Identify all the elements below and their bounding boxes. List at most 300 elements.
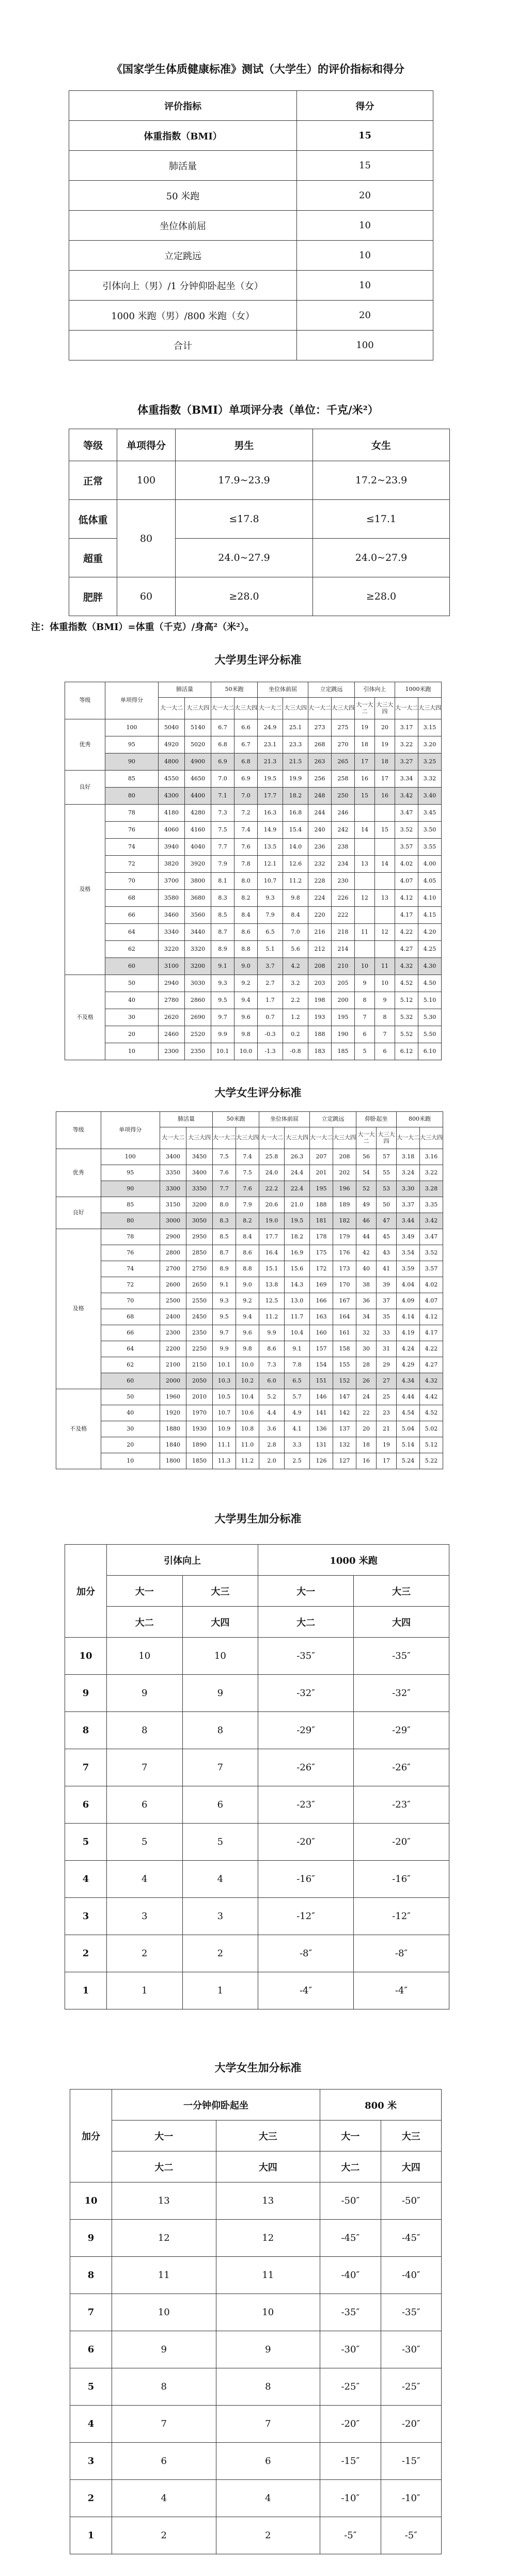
score-cell: 202 (333, 1165, 356, 1181)
score-cell: 21.5 (283, 753, 308, 771)
score-cell: 36 (356, 1293, 377, 1309)
score-cell: 2300 (160, 1325, 186, 1341)
score-row (65, 719, 442, 736)
score-cell: 9.9 (259, 1325, 285, 1341)
score-cell: 270 (332, 736, 355, 753)
eval-score: 20 (297, 181, 433, 211)
bonus-cell: -50″ (320, 2182, 381, 2220)
score-cell (375, 873, 395, 890)
score-cell: 256 (308, 771, 332, 788)
eval-score: 100 (297, 331, 433, 360)
score-cell: 4.04 (397, 1277, 420, 1293)
score-cell: 222 (332, 907, 355, 924)
score-cell: 2750 (186, 1261, 213, 1277)
score-cell: 242 (332, 822, 355, 839)
score-cell: 7.5 (211, 822, 234, 839)
score-cell: 14 (355, 822, 375, 839)
bonus-cell: 1 (182, 1972, 258, 2009)
score-cell: 226 (332, 890, 355, 907)
eval-score: 10 (297, 211, 433, 241)
score-cell: 3.57 (420, 1261, 443, 1277)
score-cell: 2550 (186, 1293, 213, 1309)
score-cell: 4.42 (420, 1389, 443, 1405)
score-cell: 9.2 (234, 975, 258, 992)
score-cell: 3.42 (395, 788, 418, 805)
score-cell: 230 (332, 873, 355, 890)
bonus-cell: 4 (112, 2480, 216, 2517)
score-cell: 190 (332, 1026, 355, 1043)
score-cell: 232 (308, 856, 332, 873)
score-cell: 22 (356, 1405, 377, 1421)
score-cell: 3.24 (397, 1165, 420, 1181)
score-cell: 2010 (186, 1389, 213, 1405)
score-cell: 151 (310, 1373, 333, 1389)
score-cell: 3.17 (395, 719, 418, 736)
score-cell: 2650 (186, 1277, 213, 1293)
score-cell: 196 (333, 1181, 356, 1197)
score-cell: 37 (377, 1293, 397, 1309)
score-cell: 10.7 (213, 1405, 236, 1421)
score-cell: 178 (310, 1229, 333, 1245)
bonus-cell: -23″ (258, 1786, 354, 1824)
bonus-cell: -32″ (354, 1675, 449, 1712)
score-cell: 2860 (185, 992, 211, 1009)
bmi-male: ≥28.0 (176, 577, 313, 616)
score-cell: 8.7 (213, 1245, 236, 1261)
female-bonus-title: 大学女生加分标准 (214, 2061, 302, 2074)
score-cell: 208 (308, 958, 332, 975)
score-cell: 2100 (160, 1357, 186, 1373)
bmi-female: 24.0~27.9 (313, 539, 450, 577)
score-cell: 9.8 (283, 890, 308, 907)
score-level: 良好 (65, 771, 105, 805)
bonus-points: 4 (70, 2406, 112, 2443)
score-cell: 7.9 (211, 856, 234, 873)
score-h-year12: 大一大二 (211, 698, 234, 719)
score-row (56, 1309, 443, 1325)
score-cell: 16 (356, 1453, 377, 1469)
eval-item: 坐位体前屈 (69, 211, 297, 241)
score-cell: 3340 (159, 924, 185, 941)
score-cell: 11.3 (213, 1453, 236, 1469)
score-cell: 8.1 (211, 873, 234, 890)
score-cell: 10.2 (236, 1373, 259, 1389)
score-row (56, 1421, 443, 1437)
score-cell: 15 (355, 788, 375, 805)
score-cell: 74 (101, 1261, 160, 1277)
male-bonus-title: 大学男生加分标准 (214, 1512, 302, 1525)
score-cell: 19.5 (258, 771, 283, 788)
score-cell: 85 (101, 1197, 160, 1213)
score-h-year34: 大三大四 (285, 1127, 310, 1149)
score-cell: 100 (101, 1149, 160, 1165)
bonus-row (70, 2182, 442, 2220)
score-cell: 198 (308, 992, 332, 1009)
score-cell: 12.5 (259, 1293, 285, 1309)
score-cell: 216 (308, 924, 332, 941)
score-cell: 47 (377, 1213, 397, 1229)
score-cell: 2520 (185, 1026, 211, 1043)
score-cell: 4.32 (395, 958, 418, 975)
score-cell: 205 (332, 975, 355, 992)
score-h-year34: 大三大四 (236, 1127, 259, 1149)
score-cell: 3.44 (397, 1213, 420, 1229)
bonus-cell: -50″ (381, 2182, 441, 2220)
score-cell: 7.6 (213, 1165, 236, 1181)
score-cell: 1960 (160, 1389, 186, 1405)
bonus-h-year: 大四 (216, 2151, 320, 2182)
score-level: 及格 (65, 805, 105, 975)
score-cell: 11 (375, 958, 395, 975)
score-cell: 158 (333, 1341, 356, 1357)
score-cell: 3.57 (395, 839, 418, 856)
bonus-h-b: 1000 米跑 (258, 1545, 449, 1576)
score-cell: 3.7 (258, 958, 283, 975)
score-cell: 4.52 (420, 1405, 443, 1421)
score-cell: 4.24 (397, 1341, 420, 1357)
score-cell: 2700 (160, 1261, 186, 1277)
bonus-h-year: 大二 (112, 2151, 216, 2182)
score-cell: 3320 (185, 941, 211, 958)
score-h-year34: 大三大四 (375, 698, 395, 719)
score-cell: 248 (308, 788, 332, 805)
score-row (56, 1341, 443, 1357)
score-h-year12: 大一大二 (213, 1127, 236, 1149)
score-cell: 3.32 (418, 771, 442, 788)
score-cell: 9.3 (213, 1293, 236, 1309)
score-cell: 6.7 (234, 736, 258, 753)
score-cell: 7.1 (211, 788, 234, 805)
score-cell: 9.0 (234, 958, 258, 975)
score-cell: 3.2 (283, 975, 308, 992)
bonus-points: 9 (70, 2220, 112, 2257)
bmi-female: 17.2~23.9 (313, 461, 450, 500)
score-cell: 11.7 (285, 1309, 310, 1325)
bonus-cell: 10 (216, 2294, 320, 2331)
bonus-points: 9 (65, 1675, 107, 1712)
score-cell: 3560 (185, 907, 211, 924)
score-cell: 16 (375, 788, 395, 805)
bonus-h-a: 引体向上 (107, 1545, 258, 1576)
eval-item: 合计 (69, 331, 297, 360)
eval-title: 《国家学生体质健康标准》测试（大学生）的评价指标和得分 (112, 62, 404, 75)
score-cell: 4.02 (395, 856, 418, 873)
bmi-note: 注：体重指数（BMI）=体重（千克）/身高²（米²）。 (31, 622, 254, 633)
score-cell: 4.12 (395, 890, 418, 907)
score-cell: 0.7 (258, 1009, 283, 1026)
score-cell: 4400 (185, 788, 211, 805)
score-cell: 17.7 (259, 1229, 285, 1245)
bonus-row (70, 2294, 442, 2331)
score-row (65, 771, 442, 788)
score-cell: 275 (332, 719, 355, 736)
score-cell: 9.9 (211, 1026, 234, 1043)
bonus-cell: -15″ (320, 2443, 381, 2480)
score-cell: 157 (310, 1341, 333, 1357)
score-cell: 3400 (186, 1165, 213, 1181)
score-cell: 188 (308, 1026, 332, 1043)
bonus-h-year: 大三 (381, 2121, 441, 2151)
score-row (56, 1357, 443, 1373)
bonus-cell: 10 (107, 1638, 183, 1675)
score-cell: 240 (308, 822, 332, 839)
score-cell: 24.0 (259, 1165, 285, 1181)
score-cell: 20.6 (259, 1197, 285, 1213)
score-cell: 10.0 (236, 1357, 259, 1373)
score-cell: 3920 (185, 856, 211, 873)
score-cell: 4040 (185, 839, 211, 856)
score-cell: 3.49 (397, 1229, 420, 1245)
score-cell: 163 (310, 1309, 333, 1325)
score-cell: 7.3 (211, 805, 234, 822)
score-cell: 14 (375, 856, 395, 873)
score-cell: 2200 (160, 1341, 186, 1357)
score-cell: 4.05 (418, 873, 442, 890)
bonus-cell: -4″ (354, 1972, 449, 2009)
score-cell: 4.17 (395, 907, 418, 924)
score-cell: 10.6 (236, 1405, 259, 1421)
score-cell: 2150 (186, 1357, 213, 1373)
score-cell: 9.1 (285, 1341, 310, 1357)
score-cell: 11 (355, 924, 375, 941)
score-cell: 27 (377, 1373, 397, 1389)
score-cell: 13 (355, 856, 375, 873)
bonus-cell: 10 (112, 2294, 216, 2331)
bonus-cell: 11 (216, 2257, 320, 2294)
score-cell: 9.3 (258, 890, 283, 907)
score-cell: 9.8 (236, 1341, 259, 1357)
score-cell: 17 (355, 753, 375, 771)
score-cell: 4300 (159, 788, 185, 805)
bonus-points: 5 (65, 1824, 107, 1861)
score-h-group: 坐位体前屈 (259, 1112, 310, 1127)
score-cell: 17 (375, 771, 395, 788)
score-cell: 8 (355, 992, 375, 1009)
score-cell (375, 941, 395, 958)
score-cell: 3220 (159, 941, 185, 958)
bonus-row (70, 2368, 442, 2406)
bonus-cell: -16″ (258, 1861, 354, 1898)
score-cell: 4.52 (395, 975, 418, 992)
score-cell: 5020 (185, 736, 211, 753)
score-cell: 4180 (159, 805, 185, 822)
score-cell: 2000 (160, 1373, 186, 1389)
bmi-h-male: 男生 (176, 429, 313, 461)
score-cell: 220 (308, 907, 332, 924)
bonus-cell: -10″ (381, 2480, 441, 2517)
score-level: 不及格 (56, 1389, 101, 1469)
score-cell: 15.6 (285, 1261, 310, 1277)
score-h-group: 立定跳远 (310, 1112, 356, 1127)
bonus-cell: 6 (216, 2443, 320, 2480)
score-cell: 4.09 (397, 1293, 420, 1309)
bonus-cell: 3 (182, 1898, 258, 1935)
score-cell: 3200 (185, 958, 211, 975)
score-cell: 50 (105, 975, 158, 992)
score-cell: 18 (356, 1437, 377, 1453)
score-cell: 3.45 (418, 805, 442, 822)
bonus-points: 3 (70, 2443, 112, 2480)
bonus-points: 4 (65, 1861, 107, 1898)
score-cell: 7.8 (234, 856, 258, 873)
score-cell: 4.17 (420, 1325, 443, 1341)
bonus-cell: -45″ (381, 2220, 441, 2257)
score-cell: 6.12 (395, 1043, 418, 1060)
score-cell: 68 (101, 1309, 160, 1325)
score-cell: 3940 (159, 839, 185, 856)
score-cell: 5.50 (418, 1026, 442, 1043)
score-cell: 4160 (185, 822, 211, 839)
eval-row (69, 301, 433, 331)
score-cell: 4920 (159, 736, 185, 753)
score-h-year34: 大三大四 (377, 1127, 397, 1149)
score-cell: 2850 (186, 1245, 213, 1261)
score-cell: 80 (101, 1213, 160, 1229)
eval-item: 立定跳远 (69, 241, 297, 271)
bonus-cell: -5″ (381, 2517, 441, 2554)
score-level: 及格 (56, 1229, 101, 1389)
score-cell: 4.22 (420, 1341, 443, 1357)
score-cell: 3.40 (418, 788, 442, 805)
score-cell: 16.3 (258, 805, 283, 822)
score-cell: 193 (308, 1009, 332, 1026)
bonus-row (70, 2443, 442, 2480)
bonus-cell: 2 (216, 2517, 320, 2554)
score-cell: 5140 (185, 719, 211, 736)
score-cell: 5.24 (397, 1453, 420, 1469)
score-cell: 8.6 (259, 1341, 285, 1357)
score-cell: 10 (105, 1043, 158, 1060)
score-cell: 146 (310, 1389, 333, 1405)
male-score-title: 大学男生评分标准 (214, 653, 302, 666)
bmi-level: 低体重 (69, 500, 117, 539)
bonus-cell: -35″ (354, 1638, 449, 1675)
bonus-row (65, 1972, 449, 2009)
score-row (65, 890, 442, 907)
bonus-cell: -29″ (258, 1712, 354, 1749)
bmi-female: ≥28.0 (313, 577, 450, 616)
bonus-cell: -23″ (354, 1786, 449, 1824)
score-cell: 3.3 (285, 1437, 310, 1453)
score-cell: 3.34 (395, 771, 418, 788)
score-cell: 3.47 (395, 805, 418, 822)
bonus-h-add: 加分 (65, 1545, 107, 1638)
score-cell: 4.25 (418, 941, 442, 958)
score-row (65, 992, 442, 1009)
score-cell: 14.0 (283, 839, 308, 856)
score-cell: 4.27 (395, 941, 418, 958)
score-cell: 176 (333, 1245, 356, 1261)
score-cell: 2250 (186, 1341, 213, 1357)
score-cell: 7.7 (211, 839, 234, 856)
score-cell: 3150 (160, 1197, 186, 1213)
bonus-cell: 8 (112, 2368, 216, 2406)
score-cell: 3.22 (395, 736, 418, 753)
score-cell: 3350 (160, 1165, 186, 1181)
score-cell: 8.8 (236, 1261, 259, 1277)
score-cell: 3.25 (418, 753, 442, 771)
bmi-score: 80 (117, 500, 176, 577)
score-cell: 7 (375, 1026, 395, 1043)
score-cell: 9.4 (234, 992, 258, 1009)
score-cell: 57 (377, 1149, 397, 1165)
score-row (65, 873, 442, 890)
score-cell: 188 (310, 1197, 333, 1213)
bmi-female: ≤17.1 (313, 500, 450, 539)
score-cell: 4.44 (397, 1389, 420, 1405)
bonus-points: 7 (70, 2294, 112, 2331)
score-cell: 8.9 (213, 1261, 236, 1277)
score-row (65, 924, 442, 941)
score-cell: 8.5 (211, 907, 234, 924)
score-cell: 147 (333, 1389, 356, 1405)
score-cell: 8.6 (234, 924, 258, 941)
score-cell: 13.5 (258, 839, 283, 856)
score-cell: 30 (105, 1009, 158, 1026)
score-cell: 24 (356, 1389, 377, 1405)
bonus-cell: 12 (216, 2220, 320, 2257)
bmi-score: 100 (117, 461, 176, 500)
score-cell: 21 (377, 1421, 397, 1437)
score-cell: 3680 (185, 890, 211, 907)
score-cell: 7.6 (236, 1181, 259, 1197)
score-row (65, 975, 442, 992)
score-cell: 30 (101, 1421, 160, 1437)
score-row (56, 1437, 443, 1453)
score-level: 优秀 (56, 1149, 101, 1197)
score-cell: 8.5 (213, 1229, 236, 1245)
score-cell: 35 (377, 1309, 397, 1325)
bonus-row (65, 1898, 449, 1935)
score-cell: 2.8 (259, 1437, 285, 1453)
score-cell: 24.9 (258, 719, 283, 736)
bmi-male: 17.9~23.9 (176, 461, 313, 500)
score-h-year12: 大一大二 (308, 698, 332, 719)
score-cell: 9.1 (211, 958, 234, 975)
score-level: 不及格 (65, 975, 105, 1060)
score-row (65, 839, 442, 856)
eval-row (69, 151, 433, 181)
score-cell: 9.6 (234, 1009, 258, 1026)
score-cell: 2350 (186, 1325, 213, 1341)
score-cell: 74 (105, 839, 158, 856)
score-row (56, 1149, 443, 1165)
eval-score: 15 (297, 151, 433, 181)
eval-row (69, 331, 433, 360)
score-cell: 4.15 (418, 907, 442, 924)
eval-score: 10 (297, 271, 433, 301)
score-cell: 78 (105, 805, 158, 822)
score-cell: 54 (356, 1165, 377, 1181)
score-cell: 3.18 (397, 1149, 420, 1165)
bonus-cell: -35″ (320, 2294, 381, 2331)
score-cell: 8.4 (236, 1229, 259, 1245)
score-cell: 8.4 (234, 907, 258, 924)
score-row (65, 788, 442, 805)
score-cell: 15 (375, 822, 395, 839)
bmi-h-score: 单项得分 (117, 429, 176, 461)
score-cell: 8.0 (213, 1197, 236, 1213)
bonus-cell: -29″ (354, 1712, 449, 1749)
score-cell: 31 (377, 1341, 397, 1357)
score-cell: 3.6 (259, 1421, 285, 1437)
score-cell: 13 (375, 890, 395, 907)
score-level: 优秀 (65, 719, 105, 771)
bonus-cell: 8 (107, 1712, 183, 1749)
female-bonus-table (70, 2089, 442, 2554)
bmi-level: 正常 (69, 461, 117, 500)
score-cell: 161 (333, 1325, 356, 1341)
